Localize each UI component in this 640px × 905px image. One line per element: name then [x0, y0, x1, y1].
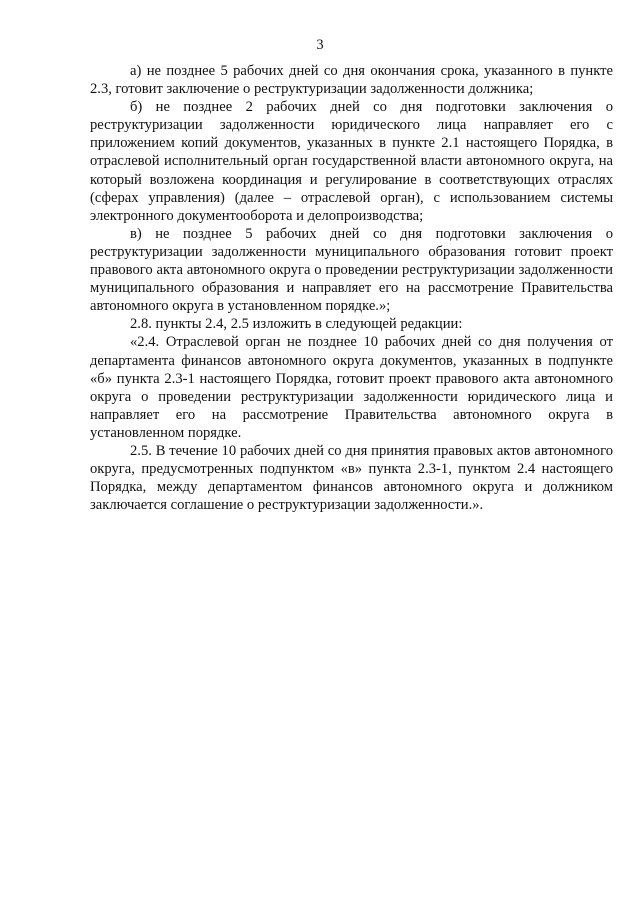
paragraph-item-2-8: 2.8. пункты 2.4, 2.5 изложить в следующей редакции: [130, 316, 463, 333]
paragraph-item-2-5: 2.5. В течение 10 рабочих дней со дня принятия правовых актов автономного округа, предусмотренных подпунктом «в» пункта 2.3-1, пунктом 2.4 настоящего Порядка, между департаментом финансов автономного округа и должником заключается соглашение о реструктуризации задолженности.». [90, 442, 613, 514]
page-number: 3 [316, 37, 324, 53]
paragraph-subitem-a: а) не позднее 5 рабочих дней со дня окончания срока, указанного в пункте 2.3, готовит заключение о реструктуризации задолженности должника; [90, 63, 613, 98]
paragraph-subitem-v: в) не позднее 5 рабочих дней со дня подготовки заключения о реструктуризации задолженности муниципального образования готовит проект правового акта автономного округа о проведении реструктуризации задолженности муниципального образования и направляет его на рассмотрение Правительства автономного округа в установленном порядке.»; [90, 225, 613, 315]
paragraph-subitem-b: б) не позднее 2 рабочих дней со дня подготовки заключения о реструктуризации задолженности юридического лица направляет его с приложением копий документов, указанных в пункте 2.1 настоящего Порядка, в отраслевой исполнительный орган государственной власти автономного округа, на который возложена координация и регулирование в соответствующих отраслях (сферах управления) (далее – отраслевой орган), с использованием системы электронного документооборота и делопроизводства; [90, 99, 613, 224]
document-body [90, 62, 613, 514]
paragraph-item-2-4: «2.4. Отраслевой орган не позднее 10 рабочих дней со дня получения от департамента финансов автономного округа документов, указанных в подпункте «б» пункта 2.3-1 настоящего Порядка, готовит проект правового акта автономного округа о проведении реструктуризации задолженности юридического лица и направляет его на рассмотрение Правительства автономного округа в установленном порядке. [90, 334, 613, 441]
